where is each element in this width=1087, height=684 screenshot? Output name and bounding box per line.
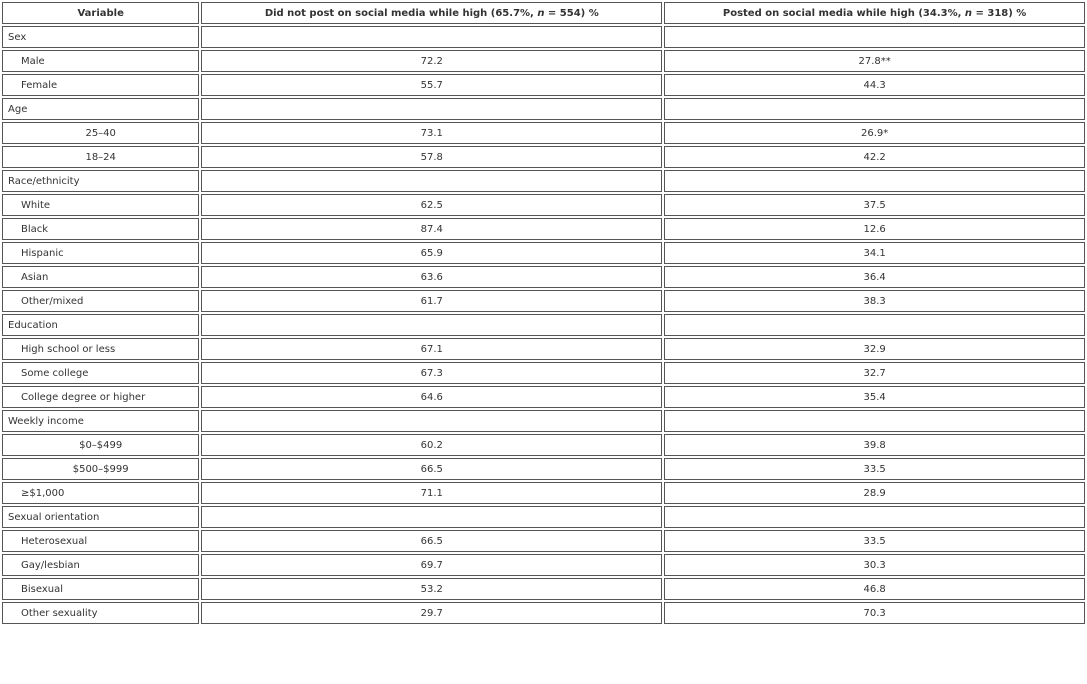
- posted-value: 38.3: [664, 290, 1085, 312]
- posted-value: 36.4: [664, 266, 1085, 288]
- did-not-post-value: 71.1: [201, 482, 662, 504]
- table-row: [2, 386, 1085, 408]
- row-label: Other/mixed: [2, 290, 199, 312]
- posted-value: 12.6: [664, 218, 1085, 240]
- row-label: 25–40: [2, 122, 199, 144]
- row-label: $0–$499: [2, 434, 199, 456]
- header-posted: [664, 2, 1085, 24]
- posted-value: 28.9: [664, 482, 1085, 504]
- row-label: Asian: [2, 266, 199, 288]
- row-label: 18–24: [2, 146, 199, 168]
- did-not-post-value: 53.2: [201, 578, 662, 600]
- row-label: White: [2, 194, 199, 216]
- posted-value: 46.8: [664, 578, 1085, 600]
- table-row: [2, 434, 1085, 456]
- table-group-row: [2, 314, 1085, 336]
- did-not-post-value: 72.2: [201, 50, 662, 72]
- row-label: Some college: [2, 362, 199, 384]
- row-label: Race/ethnicity: [2, 170, 199, 192]
- did-not-post-value: 67.3: [201, 362, 662, 384]
- posted-value: [664, 26, 1085, 48]
- did-not-post-value: 62.5: [201, 194, 662, 216]
- table-row: [2, 290, 1085, 312]
- row-label: ≥$1,000: [2, 482, 199, 504]
- table-row: [2, 338, 1085, 360]
- row-label: Other sexuality: [2, 602, 199, 624]
- table-row: [2, 482, 1085, 504]
- did-not-post-value: 87.4: [201, 218, 662, 240]
- header-did-not-post-suffix: = 554) %: [544, 7, 599, 19]
- table-row: [2, 530, 1085, 552]
- posted-value: 33.5: [664, 530, 1085, 552]
- table-group-row: [2, 506, 1085, 528]
- did-not-post-value: 63.6: [201, 266, 662, 288]
- did-not-post-value: 73.1: [201, 122, 662, 144]
- posted-value: 44.3: [664, 74, 1085, 96]
- posted-value: 32.9: [664, 338, 1085, 360]
- table-row: [2, 242, 1085, 264]
- posted-value: [664, 98, 1085, 120]
- header-row: [2, 2, 1085, 24]
- row-label: College degree or higher: [2, 386, 199, 408]
- posted-value: 26.9*: [664, 122, 1085, 144]
- row-label: Bisexual: [2, 578, 199, 600]
- posted-value: [664, 506, 1085, 528]
- header-did-not-post-n: n: [537, 7, 545, 19]
- table-group-row: [2, 410, 1085, 432]
- posted-value: 32.7: [664, 362, 1085, 384]
- did-not-post-value: 29.7: [201, 602, 662, 624]
- row-label: Sexual orientation: [2, 506, 199, 528]
- did-not-post-value: 66.5: [201, 530, 662, 552]
- table-group-row: [2, 98, 1085, 120]
- row-label: Weekly income: [2, 410, 199, 432]
- posted-value: [664, 170, 1085, 192]
- did-not-post-value: [201, 314, 662, 336]
- row-label: Education: [2, 314, 199, 336]
- posted-value: [664, 410, 1085, 432]
- posted-value: [664, 314, 1085, 336]
- header-posted-n: n: [964, 7, 973, 19]
- header-did-not-post-prefix: Did not post on social media while high (65.7%,: [264, 7, 538, 19]
- row-label: Sex: [2, 26, 199, 48]
- row-label: Black: [2, 218, 199, 240]
- header-did-not-post: [201, 2, 662, 24]
- row-label: Age: [2, 98, 199, 120]
- posted-value: 70.3: [664, 602, 1085, 624]
- header-posted-suffix: = 318) %: [972, 7, 1027, 19]
- table-row: [2, 218, 1085, 240]
- row-label: Male: [2, 50, 199, 72]
- row-label: Gay/lesbian: [2, 554, 199, 576]
- posted-value: 42.2: [664, 146, 1085, 168]
- did-not-post-value: 61.7: [201, 290, 662, 312]
- row-label: Female: [2, 74, 199, 96]
- did-not-post-value: [201, 506, 662, 528]
- table-group-row: [2, 26, 1085, 48]
- did-not-post-value: 64.6: [201, 386, 662, 408]
- table-body: [2, 26, 1085, 624]
- header-posted-prefix: Posted on social media while high (34.3%,: [722, 7, 965, 19]
- row-label: $500–$999: [2, 458, 199, 480]
- did-not-post-value: 57.8: [201, 146, 662, 168]
- did-not-post-value: 69.7: [201, 554, 662, 576]
- posted-value: 27.8**: [664, 50, 1085, 72]
- did-not-post-value: [201, 410, 662, 432]
- posted-value: 33.5: [664, 458, 1085, 480]
- table-group-row: [2, 170, 1085, 192]
- did-not-post-value: 60.2: [201, 434, 662, 456]
- posted-value: 39.8: [664, 434, 1085, 456]
- did-not-post-value: [201, 170, 662, 192]
- did-not-post-value: 66.5: [201, 458, 662, 480]
- header-variable: Variable: [2, 2, 199, 24]
- did-not-post-value: 55.7: [201, 74, 662, 96]
- did-not-post-value: [201, 26, 662, 48]
- table-row: [2, 578, 1085, 600]
- table-row: [2, 602, 1085, 624]
- posted-value: 37.5: [664, 194, 1085, 216]
- table-row: [2, 194, 1085, 216]
- row-label: High school or less: [2, 338, 199, 360]
- row-label: Hispanic: [2, 242, 199, 264]
- table-row: [2, 74, 1085, 96]
- table-row: [2, 458, 1085, 480]
- table-row: [2, 554, 1085, 576]
- table-row: [2, 266, 1085, 288]
- did-not-post-value: 67.1: [201, 338, 662, 360]
- table-row: [2, 362, 1085, 384]
- table-row: [2, 50, 1085, 72]
- posted-value: 34.1: [664, 242, 1085, 264]
- table-row: [2, 146, 1085, 168]
- did-not-post-value: 65.9: [201, 242, 662, 264]
- row-label: Heterosexual: [2, 530, 199, 552]
- posted-value: 35.4: [664, 386, 1085, 408]
- table-row: [2, 122, 1085, 144]
- posted-value: 30.3: [664, 554, 1085, 576]
- did-not-post-value: [201, 98, 662, 120]
